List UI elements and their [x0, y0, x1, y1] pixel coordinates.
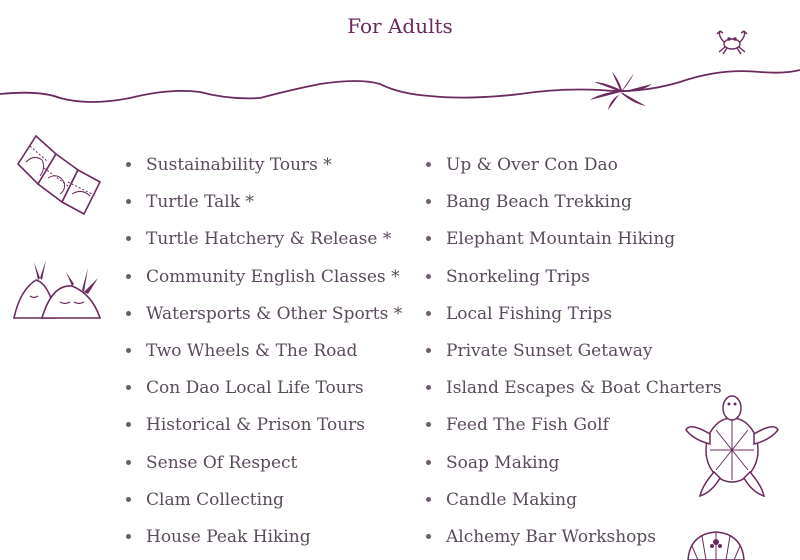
bullet-icon [426, 274, 431, 279]
list-item: Turtle Hatchery & Release * [126, 224, 402, 261]
bullet-icon [426, 311, 431, 316]
activities-list-right [426, 150, 722, 559]
list-item: Con Dao Local Life Tours [126, 373, 402, 410]
bullet-icon [426, 162, 431, 167]
bullet-icon [126, 311, 131, 316]
bullet-icon [126, 348, 131, 353]
list-item: Private Sunset Getaway [426, 336, 722, 373]
bullet-icon [126, 385, 131, 390]
list-item: Alchemy Bar Workshops [426, 522, 722, 559]
bullet-icon [426, 460, 431, 465]
list-item: House Peak Hiking [126, 522, 402, 559]
bullet-icon [426, 199, 431, 204]
wavy-divider [0, 60, 800, 130]
bullet-icon [126, 460, 131, 465]
list-item: Feed The Fish Golf [426, 410, 722, 447]
bullet-icon [426, 348, 431, 353]
map-icon [12, 132, 104, 218]
list-item: Sense Of Respect [126, 448, 402, 485]
list-item: Soap Making [426, 448, 722, 485]
page-subtitle: For Adults [347, 14, 453, 38]
list-item: Sustainability Tours * [126, 150, 402, 187]
list-item: Bang Beach Trekking [426, 187, 722, 224]
bullet-icon [426, 385, 431, 390]
list-item: Watersports & Other Sports * [126, 299, 402, 336]
list-item: Elephant Mountain Hiking [426, 224, 722, 261]
list-item: Turtle Talk * [126, 187, 402, 224]
island-hills-icon [10, 254, 106, 324]
palm-leaf-icon [586, 70, 656, 114]
bullet-icon [126, 534, 131, 539]
bullet-icon [126, 236, 131, 241]
bullet-icon [426, 422, 431, 427]
list-item: Island Escapes & Boat Charters [426, 373, 722, 410]
list-item: Snorkeling Trips [426, 262, 722, 299]
list-item: Up & Over Con Dao [426, 150, 722, 187]
bullet-icon [426, 534, 431, 539]
activities-list-left [126, 150, 402, 559]
clipped-title-fragment [0, 0, 800, 6]
list-item: Candle Making [426, 485, 722, 522]
bullet-icon [126, 162, 131, 167]
bullet-icon [426, 497, 431, 502]
list-item: Historical & Prison Tours [126, 410, 402, 447]
crab-icon [712, 28, 752, 56]
list-item: Local Fishing Trips [426, 299, 722, 336]
bullet-icon [126, 199, 131, 204]
bullet-icon [426, 236, 431, 241]
bullet-icon [126, 497, 131, 502]
bullet-icon [126, 422, 131, 427]
list-item: Community English Classes * [126, 262, 402, 299]
bullet-icon [126, 274, 131, 279]
list-item: Two Wheels & The Road [126, 336, 402, 373]
list-item: Clam Collecting [126, 485, 402, 522]
